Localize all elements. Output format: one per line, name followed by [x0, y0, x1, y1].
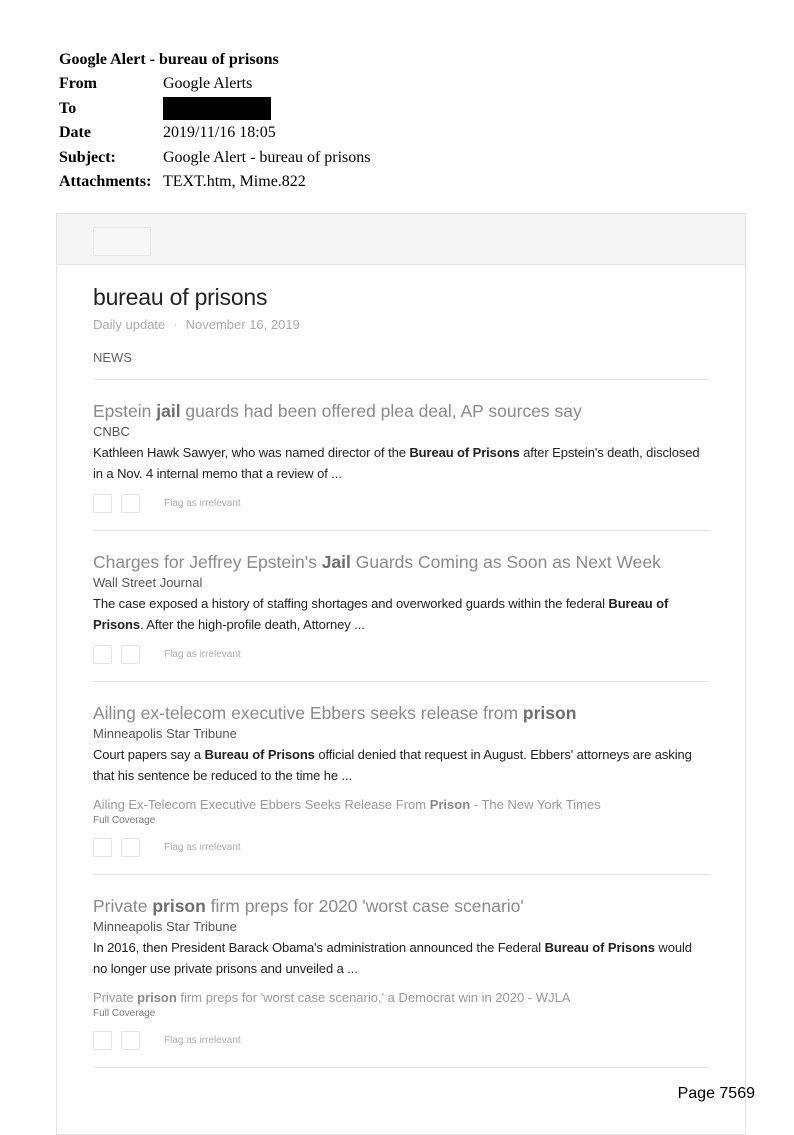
date-row	[59, 123, 371, 148]
subject-label: Subject:	[59, 148, 116, 166]
item-actions	[93, 836, 709, 858]
news-title-text: Private	[93, 896, 153, 916]
news-title-keyword: prison	[522, 703, 577, 723]
share-icon-placeholder[interactable]	[93, 645, 112, 664]
news-snippet	[93, 744, 709, 786]
from-row	[59, 74, 371, 99]
news-item	[93, 380, 709, 531]
from-label: From	[59, 75, 97, 92]
item-actions	[93, 643, 709, 665]
separator-dot: ·	[173, 317, 178, 332]
snippet-text: The case exposed a history of staffing shortages and overworked guards within the federal	[93, 596, 609, 611]
news-title-link[interactable]	[93, 702, 709, 724]
snippet-keyword: Bureau of Prisons	[93, 596, 669, 632]
attachments-label: Attachments:	[59, 173, 152, 190]
news-title-text: firm preps for 2020 'worst case scenario'	[205, 896, 524, 916]
related-text: Ailing Ex-Telecom Executive Ebbers Seeks Release From	[93, 797, 430, 812]
to-row	[59, 99, 371, 124]
share-icon-placeholder[interactable]	[93, 1031, 112, 1050]
snippet-text: after Epstein's death, disclosed in a Nov. 4 internal memo that a review of ...	[93, 445, 700, 481]
share-icon-placeholder[interactable]	[121, 1031, 140, 1050]
email-header	[59, 50, 371, 197]
snippet-keyword: Bureau of Prisons	[409, 445, 520, 460]
page-number: Page 7569	[677, 1085, 755, 1102]
related-text: firm preps for 'worst case scenario,' a Democrat win in 2020 - WJLA	[176, 990, 571, 1005]
flag-irrelevant-link[interactable]: Flag as irrelevant	[164, 841, 241, 853]
share-icon-placeholder[interactable]	[121, 645, 140, 664]
flag-irrelevant-link[interactable]: Flag as irrelevant	[164, 497, 241, 509]
alert-date: November 16, 2019	[185, 317, 300, 332]
date-label: Date	[59, 124, 91, 141]
news-title-text: Ailing ex-telecom executive Ebbers seeks release from	[93, 703, 523, 723]
news-item	[93, 531, 709, 682]
news-title-text: guards had been offered plea deal, AP sources say	[180, 401, 582, 421]
from-value: Google Alerts	[163, 75, 253, 92]
news-source: Wall Street Journal	[93, 575, 203, 590]
alert-frequency: Daily update	[93, 317, 166, 332]
news-source: Minneapolis Star Tribune	[93, 726, 237, 741]
related-article-link[interactable]	[93, 989, 709, 1007]
news-snippet	[93, 442, 709, 484]
card-header-bar	[57, 214, 745, 265]
snippet-text: Kathleen Hawk Sawyer, who was named director of the	[93, 445, 410, 460]
full-coverage-link[interactable]: Full Coverage	[93, 1008, 156, 1019]
news-title-keyword: Jail	[321, 552, 351, 572]
news-title-keyword: prison	[152, 896, 206, 916]
alert-query-title: bureau of prisons	[93, 284, 268, 310]
snippet-text: In 2016, then President Barack Obama's administration announced the Federal	[93, 940, 545, 955]
snippet-text: would no longer use private prisons and unveiled a ...	[93, 940, 692, 976]
news-snippet	[93, 593, 709, 635]
item-actions	[93, 492, 709, 514]
news-item	[93, 875, 709, 1068]
flag-irrelevant-link[interactable]: Flag as irrelevant	[164, 648, 241, 660]
related-article-link[interactable]	[93, 796, 709, 814]
news-title-keyword: jail	[156, 401, 181, 421]
alert-subtitle	[93, 316, 709, 334]
item-actions	[93, 1029, 709, 1051]
related-keyword: prison	[137, 990, 177, 1005]
subject-value: Google Alert - bureau of prisons	[163, 148, 371, 166]
news-title-link[interactable]	[93, 895, 709, 917]
news-title-text: Guards Coming as Soon as Next Week	[350, 552, 661, 572]
related-text: Private	[93, 990, 138, 1005]
attachments-row	[59, 172, 371, 197]
to-value	[163, 99, 271, 124]
to-label: To	[59, 99, 77, 117]
alert-card	[56, 213, 746, 1135]
news-title-link[interactable]	[93, 400, 709, 422]
news-title-text: Charges for Jeffrey Epstein's	[93, 552, 322, 572]
news-source: Minneapolis Star Tribune	[93, 919, 237, 934]
email-title: Google Alert - bureau of prisons	[59, 51, 279, 68]
full-coverage-link[interactable]: Full Coverage	[93, 815, 156, 826]
news-title-link[interactable]	[93, 551, 709, 573]
snippet-keyword: Bureau of Prisons	[204, 747, 315, 762]
share-icon-placeholder[interactable]	[121, 838, 140, 857]
snippet-text: Court papers say a	[93, 747, 205, 762]
share-icon-placeholder[interactable]	[93, 838, 112, 857]
news-title-text: Epstein	[93, 401, 157, 421]
date-value: 2019/11/16 18:05	[163, 124, 276, 141]
alert-body	[93, 282, 709, 1068]
related-text: - The New York Times	[470, 797, 601, 812]
snippet-keyword: Bureau of Prisons	[544, 940, 655, 955]
snippet-text: official denied that request in August. Ebbers' attorneys are asking that his sentence be reduced to the time he ...	[93, 747, 692, 783]
related-keyword: Prison	[429, 797, 471, 812]
flag-irrelevant-link[interactable]: Flag as irrelevant	[164, 1034, 241, 1046]
news-item	[93, 682, 709, 875]
section-label-news: NEWS	[93, 350, 709, 380]
redaction-bar	[163, 97, 271, 120]
share-icon-placeholder[interactable]	[93, 494, 112, 513]
news-snippet	[93, 937, 709, 979]
attachments-value: TEXT.htm, Mime.822	[163, 173, 306, 190]
snippet-text: . After the high-profile death, Attorney ...	[139, 617, 365, 632]
logo-image-placeholder	[93, 227, 151, 256]
share-icon-placeholder[interactable]	[121, 494, 140, 513]
news-source: CNBC	[93, 424, 130, 439]
subject-row	[59, 148, 371, 173]
